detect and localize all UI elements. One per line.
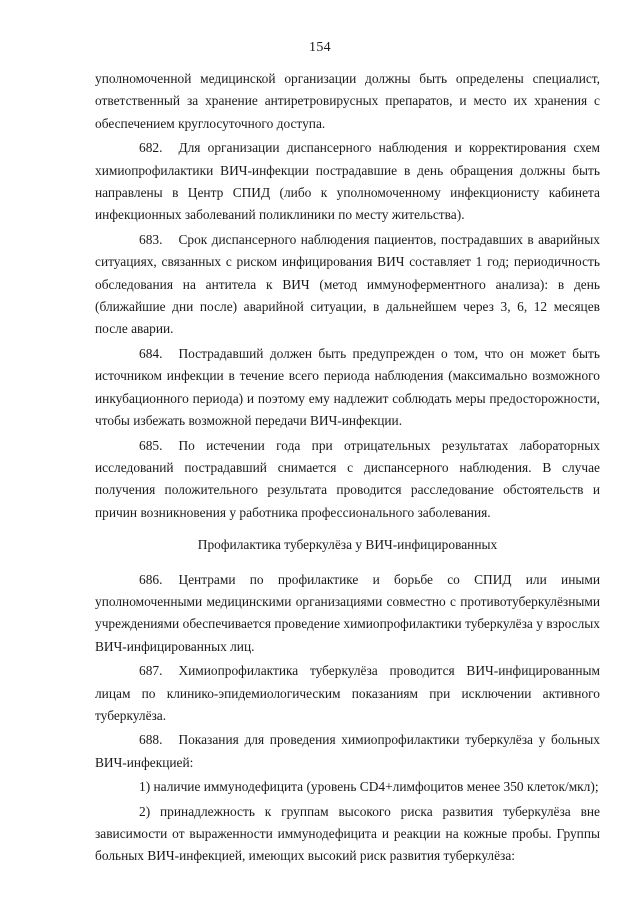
paragraph-text: Срок диспансерного наблюдения пациентов, пострадавших в аварийных ситуациях, связанных с риском инфицирования ВИЧ составляет 1 год; периодичность обследования на антитела к ВИЧ (метод иммуноферментного анализа): в день (ближайшие дни после) аварийной ситуации, в дальнейшем через 3, 6, 12 месяцев после аварии.	[95, 231, 600, 337]
paragraph-continuation	[95, 68, 600, 135]
paragraph-number: 687.	[139, 663, 163, 679]
paragraph-688	[95, 729, 600, 774]
paragraph-683	[95, 229, 600, 341]
paragraph-686	[95, 569, 600, 659]
heading-text: Профилактика туберкулёза у ВИЧ-инфицированных	[197, 537, 498, 553]
page-content	[95, 68, 600, 870]
paragraph-682	[95, 137, 600, 227]
paragraph-text: Пострадавший должен быть предупрежден о том, что он может быть источником инфекции в течение всего периода наблюдения (максимально возможного инкубационного периода) и поэтому ему надлежит соблюдать меры предосторожности, чтобы избежать возможной передачи ВИЧ-инфекции.	[95, 345, 600, 429]
page-number: 154	[309, 40, 331, 55]
list-item-text: 2) принадлежность к группам высокого риска развития туберкулёза вне зависимости от выраженности иммунодефицита и реакции на кожные пробы. Группы больных ВИЧ-инфекцией, имеющих высокий риск развития туберкулёза:	[95, 803, 600, 864]
list-item-text: 1) наличие иммунодефицита (уровень CD4+лимфоцитов менее 350 клеток/мкл);	[139, 779, 599, 795]
paragraph-number: 682.	[139, 140, 163, 156]
paragraph-number: 684.	[139, 345, 163, 361]
paragraph-text: уполномоченной медицинской организации должны быть определены специалист, ответственный за хранение антиретровирусных препаратов, и место их хранения с обеспечением круглосуточного доступа.	[95, 71, 600, 131]
paragraph-text: Показания для проведения химиопрофилактики туберкулёза у больных ВИЧ-инфекцией:	[95, 732, 600, 770]
paragraph-number: 683.	[139, 231, 163, 247]
list-item-1	[95, 776, 600, 798]
section-heading	[95, 534, 600, 556]
list-item-2	[95, 801, 600, 868]
paragraph-number: 685.	[139, 437, 163, 453]
paragraph-text: По истечении года при отрицательных результатах лабораторных исследований пострадавший снимается с диспансерного наблюдения. В случае получения положительного результата проводится расследование обстоятельств и причин возникновения у работника профессионального заболевания.	[95, 437, 600, 520]
paragraph-number: 686.	[139, 571, 163, 587]
paragraph-685	[95, 435, 600, 525]
paragraph-687	[95, 660, 600, 727]
paragraph-number: 688.	[139, 732, 163, 748]
paragraph-text: Химиопрофилактика туберкулёза проводится ВИЧ-инфицированным лицам по клинико-эпидемиологическим показаниям при исключении активного туберкулёза.	[95, 663, 600, 723]
paragraph-684	[95, 343, 600, 433]
paragraph-text: Для организации диспансерного наблюдения и корректирования схем химиопрофилактики ВИЧ-инфекции пострадавшие в день обращения должны быть направлены в Центр СПИД (либо к уполномоченному инфекционисту кабинета инфекционных заболеваний поликлиники по месту жительства).	[95, 140, 600, 223]
paragraph-text: Центрами по профилактике и борьбе со СПИД или иными уполномоченными медицинскими организациями совместно с противотуберкулёзными учреждениями обеспечивается проведение химиопрофилактики туберкулёза у взрослых ВИЧ-инфицированных лиц.	[95, 571, 600, 654]
